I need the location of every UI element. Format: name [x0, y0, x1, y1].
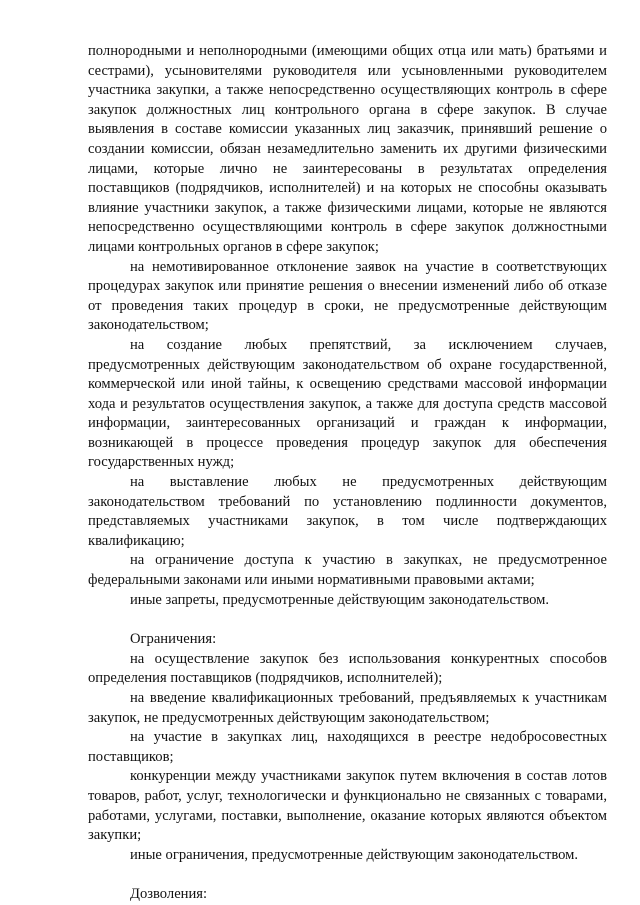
section-heading-restrictions: Ограничения:	[130, 631, 217, 648]
paragraph-prohibition: на ограничение доступа к участию в закупках, не предусмотренное федеральными законами или иными нормативными правовыми актами;	[88, 552, 607, 589]
paragraph-continuation: полнородными и неполнородными (имеющими общих отца или мать) братьями и сестрами), усыновителями руководителя или усыновленными руководителем участника закупки, а также непосредственно осуществляющих контроль в сфере закупок должностных лиц контрольного органа в сфере закупок. В случае выявления в составе комиссии указанных лиц заказчик, принявший решение о создании комиссии, обязан незамедлительно заменить их другими физическими лицами, которые лично не заинтересованы в результатах определения поставщиков (подрядчиков, исполнителей) и на которых не способны оказывать влияние участники закупок, а также физическими лицами, которые не являются непосредственно осуществляющими контроль в сфере закупок должностными лицами контрольных органов в сфере закупок;	[88, 43, 607, 255]
paragraph-restriction: иные ограничения, предусмотренные действующим законодательством.	[130, 846, 579, 863]
paragraph-prohibition: на создание любых препятствий, за исключением случаев, предусмотренных действующим законодательством об охране государственной, коммерческой или иной тайны, к освещению средствами массовой информации хода и результатов осуществления закупок, а также для доступа средств массовой информации, заинтересованных организаций и граждан к информации, возникающей в процессе проведения процедур закупок для обеспечения государственных нужд;	[88, 336, 607, 471]
paragraph-restriction: на осуществление закупок без использования конкурентных способов определения поставщиков (подрядчиков, исполнителей);	[88, 650, 607, 687]
paragraph-prohibition: на немотивированное отклонение заявок на участие в соответствующих процедурах закупок или принятие решения о внесении изменений либо об отказе от проведения таких процедур в сроки, не предусмотренные действующим законодательством;	[88, 258, 607, 334]
paragraph-restriction: конкуренции между участниками закупок путем включения в состав лотов товаров, работ, услуг, технологически и функционально не связанных с товарами, работами, услугами, поставки, выполнение, оказание которых являются объектом закупки;	[88, 768, 607, 844]
section-heading-permissions: Дозволения:	[130, 886, 208, 903]
document-page	[88, 42, 607, 905]
paragraph-restriction: на введение квалификационных требований, предъявляемых к участникам закупок, не предусмотренных действующим законодательством;	[88, 690, 607, 726]
section-gap	[88, 865, 607, 885]
section-gap	[88, 610, 607, 630]
paragraph-prohibition: иные запреты, предусмотренные действующим законодательством.	[130, 591, 550, 608]
paragraph-restriction: на участие в закупках лиц, находящихся в реестре недобросовестных поставщиков;	[88, 729, 607, 765]
paragraph-prohibition: на выставление любых не предусмотренных действующим законодательством требований по установлению подлинности документов, представляемых участниками закупок, в том числе подтверждающих квалификацию;	[88, 474, 607, 549]
